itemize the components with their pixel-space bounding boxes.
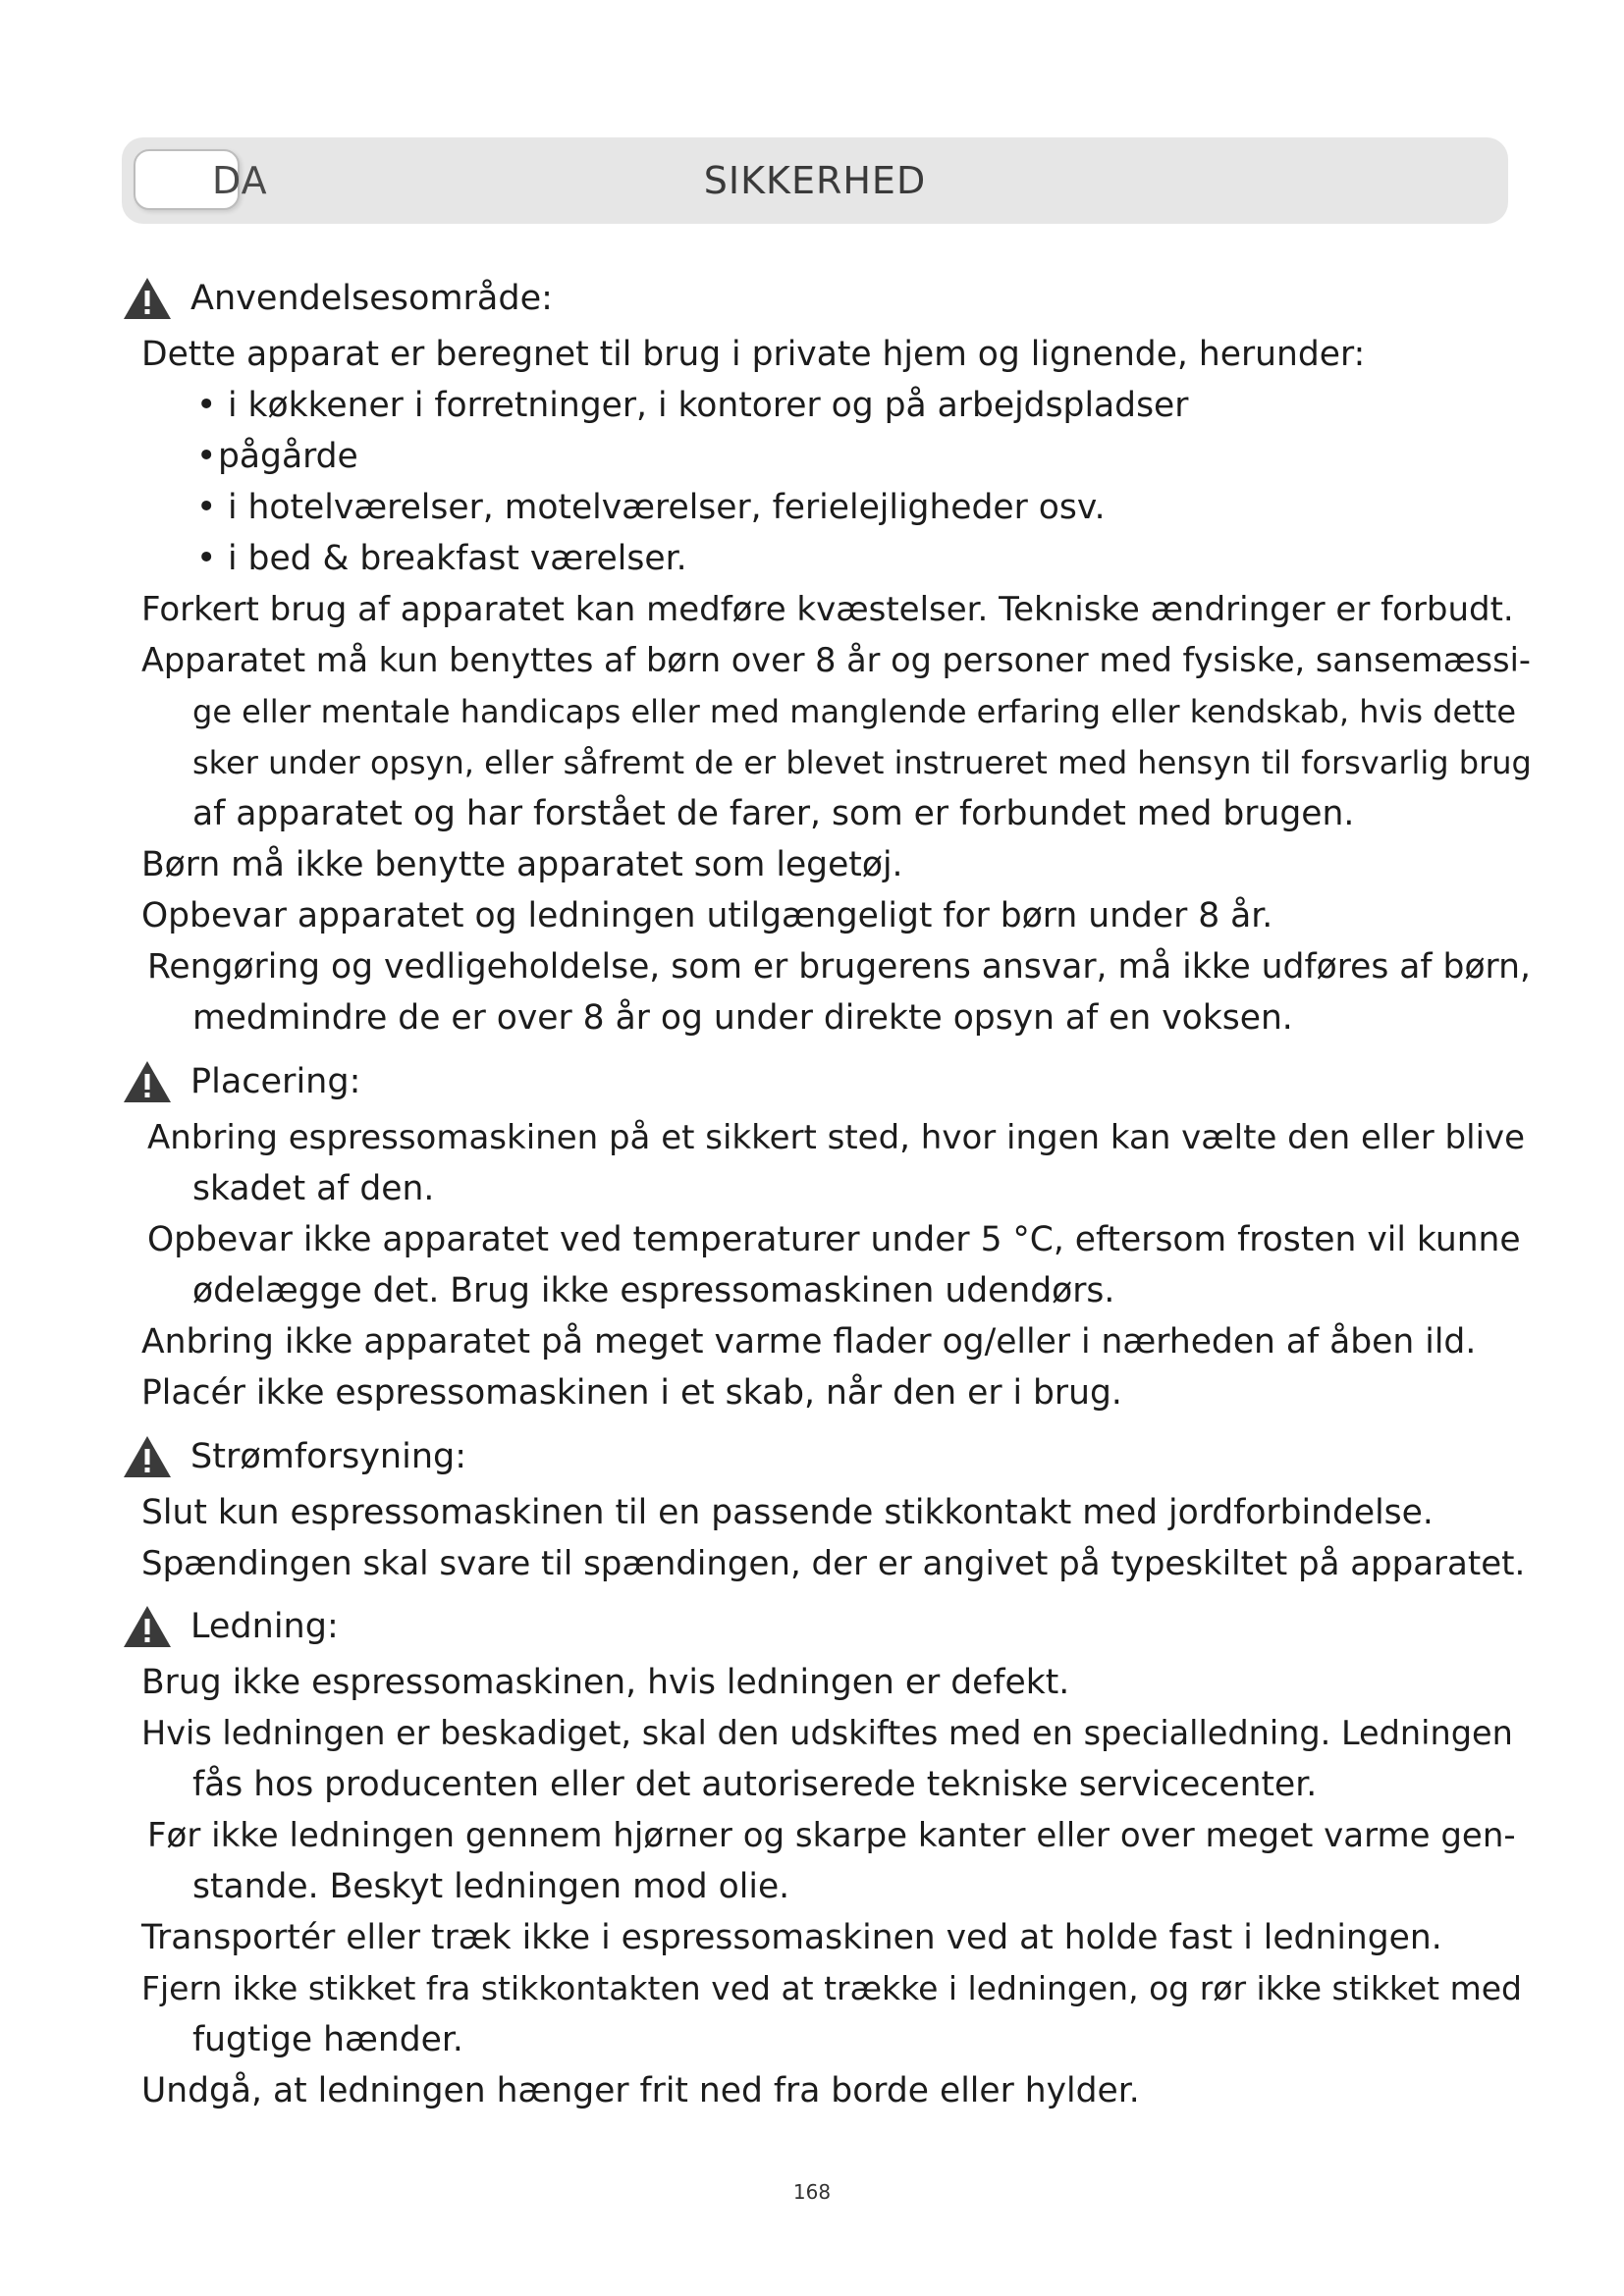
section-heading-cord	[122, 1601, 339, 1652]
placement-paragraph-3: Anbring ikke apparatet på meget varme flader og/eller i nærheden af åben ild.	[141, 1322, 1477, 1362]
page-number: 168	[792, 2180, 832, 2204]
bullet-dot: •	[196, 386, 217, 425]
warning-icon	[122, 1434, 173, 1479]
cord-paragraph-5-line-1: Fjern ikke stikket fra stikkontakten ved at trække i ledningen, og rør ikke stikket med	[141, 1969, 1522, 2007]
cord-paragraph-6: Undgå, at ledningen hænger frit ned fra borde eller hylder.	[141, 2071, 1140, 2110]
cord-paragraph-4: Transportér eller træk ikke i espressomaskinen ved at holde fast i ledningen.	[141, 1918, 1442, 1957]
heading-text: Placering:	[190, 1062, 361, 1101]
usage-bullet-2: pågårde	[218, 437, 358, 476]
usage-intro: Dette apparat er beregnet til brug i private hjem og lignende, herunder:	[141, 335, 1366, 374]
cord-paragraph-2-line-2: fås hos producenten eller det autoriserede tekniske servicecenter.	[192, 1765, 1318, 1804]
usage-bullet-4: i bed & breakfast værelser.	[228, 539, 687, 578]
section-heading-power	[122, 1431, 466, 1482]
usage-paragraph-2-line-2: ge eller mentale handicaps eller med manglende erfaring eller kendskab, hvis dette	[192, 693, 1516, 730]
placement-paragraph-2-line-1: Opbevar ikke apparatet ved temperaturer under 5 °C, eftersom frosten vil kunne	[147, 1220, 1521, 1259]
usage-paragraph-4: Opbevar apparatet og ledningen utilgængeligt for børn under 8 år.	[141, 896, 1273, 935]
usage-paragraph-5-line-2: medmindre de er over 8 år og under direkte opsyn af en voksen.	[192, 998, 1293, 1038]
warning-icon	[122, 1604, 173, 1649]
bullet-dot: •	[196, 488, 217, 527]
usage-paragraph-2-line-3: sker under opsyn, eller såfremt de er blevet instrueret med hensyn til forsvarlig brug	[192, 744, 1532, 781]
usage-paragraph-3: Børn må ikke benytte apparatet som legetøj.	[141, 845, 903, 884]
placement-paragraph-1-line-1: Anbring espressomaskinen på et sikkert sted, hvor ingen kan vælte den eller blive	[147, 1118, 1526, 1157]
usage-paragraph-2-line-4: af apparatet og har forstået de farer, som er forbundet med brugen.	[192, 794, 1355, 833]
cord-paragraph-2-line-1: Hvis ledningen er beskadiget, skal den udskiftes med en specialledning. Ledningen	[141, 1714, 1513, 1752]
usage-paragraph-1: Forkert brug af apparatet kan medføre kvæstelser. Tekniske ændringer er forbudt.	[141, 590, 1514, 629]
cord-paragraph-5-line-2: fugtige hænder.	[192, 2020, 463, 2059]
power-paragraph-1: Slut kun espressomaskinen til en passende stikkontakt med jordforbindelse.	[141, 1493, 1434, 1532]
heading-text: Strømforsyning:	[190, 1437, 467, 1476]
usage-paragraph-2-line-1: Apparatet må kun benyttes af børn over 8 år og personer med fysiske, sansemæssi-	[141, 641, 1531, 679]
section-heading-placement	[122, 1056, 360, 1107]
warning-icon	[122, 1059, 173, 1104]
placement-paragraph-4: Placér ikke espressomaskinen i et skab, når den er i brug.	[141, 1373, 1122, 1413]
power-paragraph-2: Spændingen skal svare til spændingen, der er angivet på typeskiltet på apparatet.	[141, 1544, 1526, 1583]
placement-paragraph-2-line-2: ødelægge det. Brug ikke espressomaskinen udendørs.	[192, 1271, 1115, 1310]
bullet-dot: •	[196, 539, 217, 578]
heading-text: Ledning:	[190, 1607, 339, 1646]
cord-paragraph-1: Brug ikke espressomaskinen, hvis ledningen er defekt.	[141, 1663, 1070, 1702]
placement-paragraph-1-line-2: skadet af den.	[192, 1169, 435, 1208]
heading-text: Anvendelsesområde:	[190, 279, 553, 318]
usage-bullet-3: i hotelværelser, motelværelser, ferielejligheder osv.	[228, 488, 1106, 527]
usage-bullet-1: i køkkener i forretninger, i kontorer og på arbejdspladser	[228, 386, 1189, 425]
language-code: DA	[212, 159, 268, 202]
cord-paragraph-3-line-1: Før ikke ledningen gennem hjørner og skarpe kanter eller over meget varme gen-	[147, 1816, 1516, 1855]
section-heading-usage	[122, 273, 553, 324]
warning-icon	[122, 276, 173, 321]
page-title: SIKKERHED	[703, 159, 927, 202]
bullet-dot: •	[196, 437, 217, 476]
cord-paragraph-3-line-2: stande. Beskyt ledningen mod olie.	[192, 1867, 790, 1906]
usage-paragraph-5-line-1: Rengøring og vedligeholdelse, som er brugerens ansvar, må ikke udføres af børn,	[147, 947, 1531, 987]
section-header-bar	[122, 137, 1508, 224]
